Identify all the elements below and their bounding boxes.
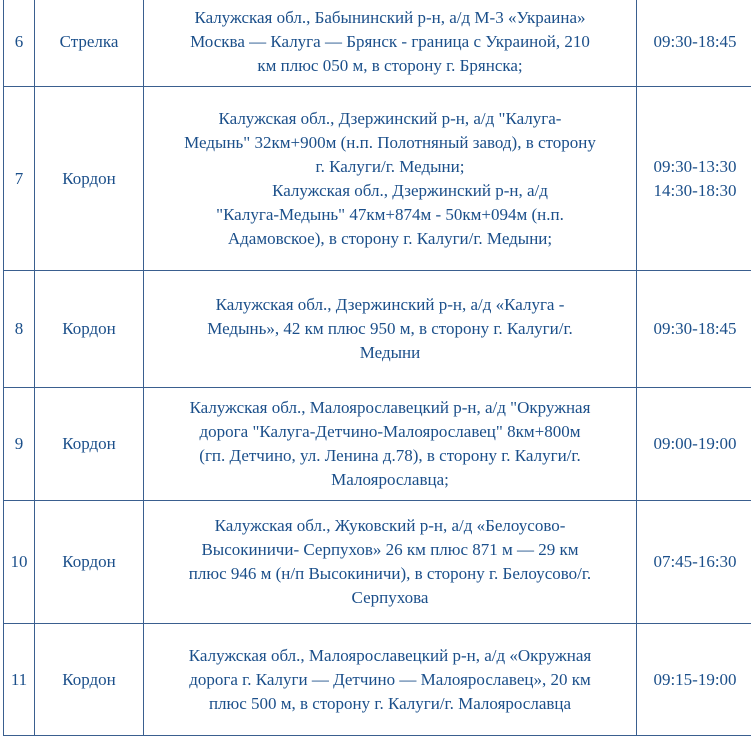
- table-row: [4, 501, 751, 624]
- location-line: км плюс 050 м, в сторону г. Брянска;: [146, 54, 634, 78]
- time-cell: [637, 271, 751, 388]
- location-line: Калужская обл., Бабынинский р-н, а/д М-3 «Украина»: [146, 6, 634, 30]
- location-cell: [144, 271, 637, 388]
- row-number: 11: [4, 624, 35, 736]
- time-line: 09:30-13:30: [639, 155, 751, 179]
- location-cell: [144, 87, 637, 271]
- time-cell: [637, 501, 751, 624]
- row-number: 9: [4, 388, 35, 501]
- time-cell: [637, 388, 751, 501]
- location-line: дорога г. Калуги — Детчино — Малоярославец», 20 км: [146, 668, 634, 692]
- location-line: Высокиничи- Серпухов» 26 км плюс 871 м — 29 км: [146, 538, 634, 562]
- location-line: Калужская обл., Дзержинский р-н, а/д "Калуга-: [146, 107, 634, 131]
- time-line: 07:45-16:30: [639, 550, 751, 574]
- table-row: [4, 0, 751, 87]
- camera-type: Кордон: [35, 87, 144, 271]
- location-line: дорога "Калуга-Детчино-Малоярославец" 8км+800м: [146, 420, 634, 444]
- time-line: 09:00-19:00: [639, 432, 751, 456]
- time-cell: [637, 0, 751, 87]
- time-cell: [637, 87, 751, 271]
- location-line: Медынь», 42 км плюс 950 м, в сторону г. Калуги/г.: [146, 317, 634, 341]
- table-row: [4, 271, 751, 388]
- table-row: [4, 87, 751, 271]
- location-line: Адамовское), в сторону г. Калуги/г. Медыни;: [146, 227, 634, 251]
- location-cell: [144, 388, 637, 501]
- location-cell: [144, 624, 637, 736]
- table-row: [4, 624, 751, 736]
- location-line: г. Калуги/г. Медыни;: [146, 155, 634, 179]
- location-line: Калужская обл., Малоярославецкий р-н, а/д «Окружная: [146, 644, 634, 668]
- location-line: Калужская обл., Дзержинский р-н, а/д: [146, 179, 634, 203]
- location-line: Калужская обл., Малоярославецкий р-н, а/д "Окружная: [146, 396, 634, 420]
- location-cell: [144, 501, 637, 624]
- location-line: Серпухова: [146, 586, 634, 610]
- row-number: 7: [4, 87, 35, 271]
- location-line: Калужская обл., Дзержинский р-н, а/д «Калуга -: [146, 293, 634, 317]
- camera-type: Кордон: [35, 388, 144, 501]
- location-line: Калужская обл., Жуковский р-н, а/д «Белоусово-: [146, 514, 634, 538]
- camera-type: Кордон: [35, 624, 144, 736]
- row-number: 10: [4, 501, 35, 624]
- location-line: (гп. Детчино, ул. Ленина д.78), в сторону г. Калуги/г.: [146, 444, 634, 468]
- location-cell: [144, 0, 637, 87]
- camera-schedule-table: [3, 0, 751, 736]
- time-line: 14:30-18:30: [639, 179, 751, 203]
- location-line: Медынь" 32км+900м (н.п. Полотняный завод), в сторону: [146, 131, 634, 155]
- table-row: [4, 388, 751, 501]
- location-line: Медыни: [146, 341, 634, 365]
- time-cell: [637, 624, 751, 736]
- row-number: 6: [4, 0, 35, 87]
- location-line: плюс 500 м, в сторону г. Калуги/г. Малоярославца: [146, 692, 634, 716]
- camera-type: Стрелка: [35, 0, 144, 87]
- time-line: 09:30-18:45: [639, 30, 751, 54]
- location-line: Москва — Калуга — Брянск - граница с Украиной, 210: [146, 30, 634, 54]
- camera-type: Кордон: [35, 271, 144, 388]
- time-line: 09:15-19:00: [639, 668, 751, 692]
- location-line: "Калуга-Медынь" 47км+874м - 50км+094м (н.п.: [146, 203, 634, 227]
- location-line: Малоярославца;: [146, 468, 634, 492]
- row-number: 8: [4, 271, 35, 388]
- time-line: 09:30-18:45: [639, 317, 751, 341]
- camera-type: Кордон: [35, 501, 144, 624]
- location-line: плюс 946 м (н/п Высокиничи), в сторону г. Белоусово/г.: [146, 562, 634, 586]
